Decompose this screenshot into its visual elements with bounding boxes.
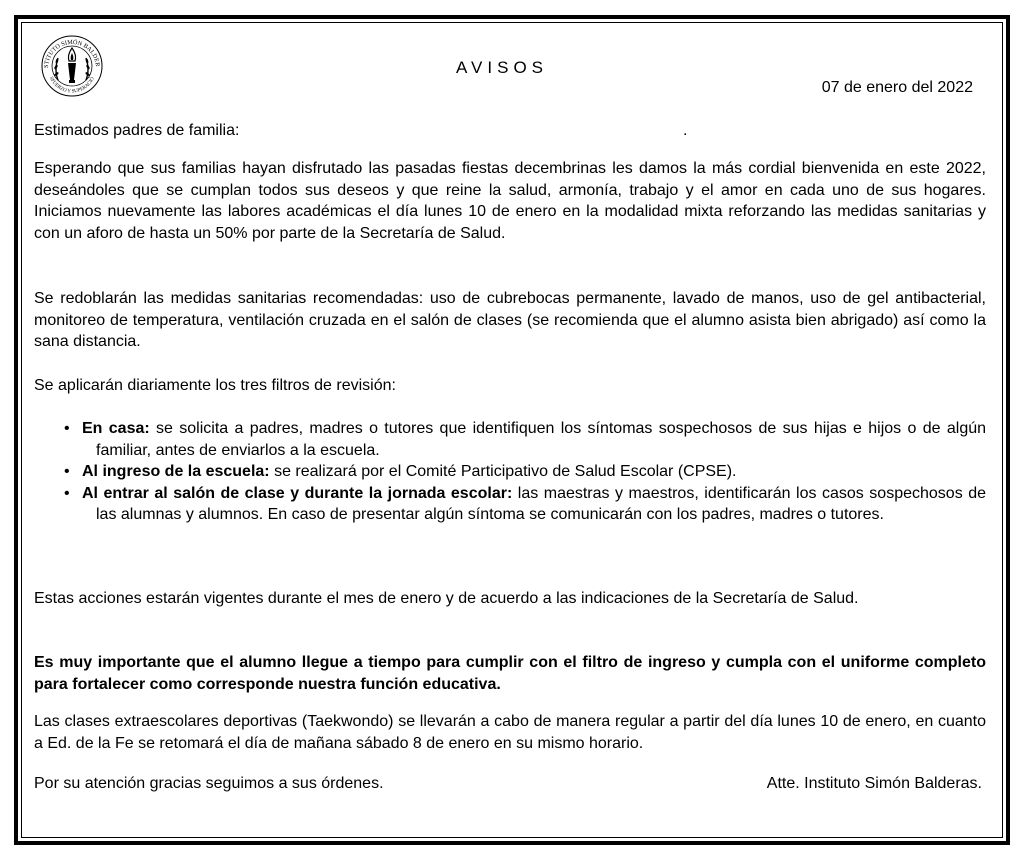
greeting: Estimados padres de familia: <box>34 122 240 139</box>
greeting-dot: . <box>683 122 688 139</box>
paragraph-sanitary-measures <box>34 288 986 353</box>
paragraph-important-text: Es muy importante que el alumno llegue a tiempo para cumplir con el filtro de ingreso y cumpla con el uniforme completo para fortalecer como corresponde nuestra función educativa. <box>34 654 986 693</box>
filter-label: Al ingreso de la escuela: <box>82 463 270 480</box>
filter-text: se realizará por el Comité Participativo de Salud Escolar (CPSE). <box>269 463 737 480</box>
paragraph-welcome-text: Esperando que sus familias hayan disfrutado las pasadas fiestas decembrinas les damos la más cordial bienvenida en este 2022, deseándoles que se cumplan todos sus deseos y que reine la salud, armonía, trabajo y el amor en cada uno de sus hogares. Iniciamos nuevamente las labores académicas el día lunes 10 de enero en la modalidad mixta reforzando las medidas sanitarias y con un aforo de hasta un 50% por parte de la Secretaría de Salud. <box>34 160 986 242</box>
letter-date: 07 de enero del 2022 <box>821 79 973 96</box>
filter-text: las maestras y maestros, identificarán los casos sospechosos de las alumnas y alumnos. En caso de presentar algún síntoma se comunicarán con los padres, madres o tutores. <box>96 484 986 523</box>
filter-label: En casa: <box>82 420 150 437</box>
paragraph-validity <box>34 588 986 610</box>
paragraph-extracurricular-text: Las clases extraescolares deportivas (Taekwondo) se llevarán a cabo de manera regular a partir del día lunes 10 de enero, en cuanto a Ed. de la Fe se retomará el día de mañana sábado 8 de enero en su mismo horario. <box>34 713 986 752</box>
filter-text: se solicita a padres, madres o tutores que identifiquen los síntomas sospechosos de sus hijas e hijos o de algún familiar, antes de enviarlos a la escuela. <box>96 420 987 459</box>
paragraph-filters-intro-text: Se aplicarán diariamente los tres filtros de revisión: <box>34 377 396 394</box>
filters-list <box>34 418 986 526</box>
list-item <box>34 418 986 461</box>
list-item <box>34 461 986 483</box>
closing-signature: Atte. Instituto Simón Balderas. <box>766 775 982 792</box>
list-item <box>34 483 986 526</box>
paragraph-sanitary-text: Se redoblarán las medidas sanitarias recomendadas: uso de cubrebocas permanente, lavado de manos, uso de gel antibacterial, monitoreo de temperatura, ventilación cruzada en el salón de clases (se recomienda que el alumno asista bien abrigado) así como la sana distancia. <box>34 290 986 350</box>
logo-ring-text: STITUTO SIMÓN BALDER <box>42 38 102 69</box>
logo-motto-text: SFUERZO Y SUPERACIÓ <box>47 76 96 95</box>
paragraph-extracurricular <box>34 711 986 754</box>
paragraph-welcome <box>34 158 986 244</box>
filter-label: Al entrar al salón de clase y durante la jornada escolar: <box>82 484 513 502</box>
closing-thanks: Por su atención gracias seguimos a sus órdenes. <box>34 775 384 792</box>
paragraph-important <box>34 652 986 695</box>
paragraph-validity-text: Estas acciones estarán vigentes durante el mes de enero y de acuerdo a las indicaciones de la Secretaría de Salud. <box>34 590 859 607</box>
page-title: AVISOS <box>455 58 549 77</box>
paragraph-filters-intro <box>34 375 986 397</box>
